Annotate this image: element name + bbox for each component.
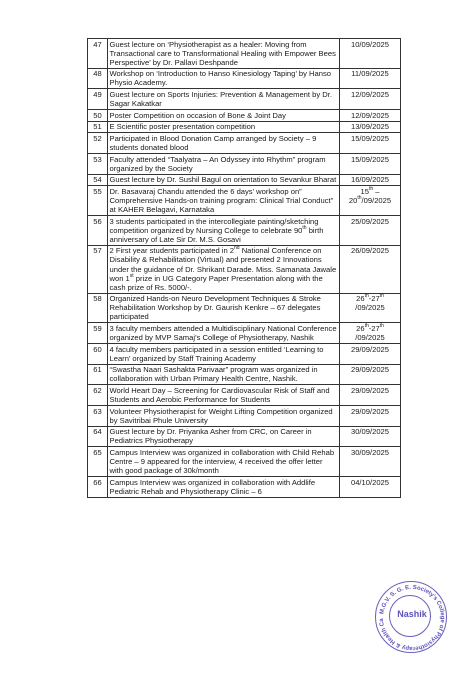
table-row <box>88 293 401 323</box>
row-description: Poster Competition on occasion of Bone & Joint Day <box>108 110 340 122</box>
table-row <box>88 174 401 186</box>
row-number: 61 <box>88 364 108 385</box>
table-row <box>88 426 401 447</box>
table-row <box>88 153 401 174</box>
ordinal-suffix: th <box>364 323 369 329</box>
description-text: prize in UG Category Paper Presentation along with the cash prize of Rs. 5000/-. <box>109 273 323 292</box>
row-description: E Scientific poster presentation competition <box>108 121 340 133</box>
row-number: 55 <box>88 186 108 216</box>
table-row <box>88 344 401 365</box>
row-date: 29/09/2025 <box>340 406 401 427</box>
date-text: /09/2025 <box>355 303 385 313</box>
row-date: 30/09/2025 <box>340 426 401 447</box>
row-description: Faculty attended “Taalyatra – An Odyssey into Rhythm” program organized by the Society <box>108 153 340 174</box>
date-text: 26 <box>356 324 365 334</box>
row-date: 15/09/2025 <box>340 153 401 174</box>
date-text: /09/2025 <box>355 333 385 343</box>
table-row <box>88 215 401 245</box>
row-description: Guest lecture by Dr. Sushil Bagul on orientation to Sevankur Bharat <box>108 174 340 186</box>
table-row <box>88 385 401 406</box>
row-number: 56 <box>88 215 108 245</box>
ordinal-suffix: th <box>379 323 384 329</box>
row-description: Dr. Basavaraj Chandu attended the 6 days’ workshop on” Comprehensive Hands-on training program: Clinical Trial Conduct” at KAHER Belagavi, Karnataka <box>108 186 340 216</box>
table-row <box>88 323 401 344</box>
row-number: 53 <box>88 153 108 174</box>
row-date: 12/09/2025 <box>340 89 401 110</box>
row-number: 50 <box>88 110 108 122</box>
table-row <box>88 39 401 69</box>
row-date: 10/09/2025 <box>340 39 401 69</box>
row-number: 60 <box>88 344 108 365</box>
date-text: /09/2025 <box>361 195 392 205</box>
date-text: 15 <box>360 186 369 196</box>
row-description: Campus Interview was organized in collaboration with Child Rehab Centre – 9 appeared for the interview, 4 received the offer letter with good package of 30k/month <box>108 447 340 477</box>
table-row <box>88 133 401 154</box>
description-text: 2 First year students participated in 2 <box>109 246 235 256</box>
row-date: 11/09/2025 <box>340 68 401 89</box>
row-number: 59 <box>88 323 108 344</box>
row-number: 52 <box>88 133 108 154</box>
row-number: 58 <box>88 293 108 323</box>
activities-table <box>87 38 401 498</box>
ordinal-suffix: th <box>364 293 369 300</box>
ordinal-suffix: th <box>368 185 374 192</box>
row-number: 49 <box>88 89 108 110</box>
date-text: 26 <box>356 294 365 304</box>
date-text: -27 <box>368 324 380 334</box>
row-description: Participated in Blood Donation Camp arranged by Society – 9 students donated blood <box>108 133 340 154</box>
table-row <box>88 121 401 133</box>
row-number: 66 <box>88 477 108 498</box>
row-number: 47 <box>88 39 108 69</box>
row-date: 16/09/2025 <box>340 174 401 186</box>
table-row <box>88 447 401 477</box>
table-row <box>88 89 401 110</box>
date-text: – <box>373 186 380 196</box>
row-description: 4 faculty members participated in a session entitled ‘Learning to Learn’ organized by Staff Training Academy <box>108 344 340 365</box>
svg-text:M.G.V. S. G. E. Society's Coll: M.G.V. S. G. E. Society's College of Physiotherapy & Health Ca <box>378 584 446 652</box>
row-date <box>340 293 401 323</box>
description-text: National Conference on Disability & Rehabilitation (Virtual) and presented 2 Innovations under the guidance of Dr. Shrikant Darade. Miss. Samanata Jawale won 1 <box>109 246 337 283</box>
row-description: Workshop on ‘Introduction to Hanso Kinesiology Taping’ by Hanso Physio Academy. <box>108 68 340 89</box>
row-number: 51 <box>88 121 108 133</box>
row-description: Guest lecture on ‘Physiotherapist as a healer: Moving from Transactional care to Transformational Healing with Empower Bees Perspective’ by Dr. Pallavi Deshpande <box>108 39 340 69</box>
ordinal-suffix: th <box>302 224 307 231</box>
table-row <box>88 110 401 122</box>
ordinal-suffix: th <box>379 293 384 300</box>
row-description: Organized Hands-on Neuro Development Techniques & Stroke Rehabilitation Workshop by Dr. Gaurish Kenkre – 67 delegates participated <box>108 293 340 323</box>
row-date <box>340 186 401 216</box>
row-number: 64 <box>88 426 108 447</box>
row-date <box>340 323 401 344</box>
row-number: 62 <box>88 385 108 406</box>
row-number: 48 <box>88 68 108 89</box>
table-row <box>88 68 401 89</box>
ordinal-suffix: st <box>129 272 134 279</box>
table-row <box>88 364 401 385</box>
row-date: 29/09/2025 <box>340 344 401 365</box>
row-description: Volunteer Physiotherapist for Weight Lifting Competition organized by Savitribai Phule University <box>108 406 340 427</box>
row-description: “Swastha Naari Sashakta Parivaar” program was organized in collaboration with Urban Primary Health Centre, Nashik. <box>108 364 340 385</box>
ordinal-suffix: nd <box>234 245 240 252</box>
row-description <box>108 245 340 293</box>
row-date: 04/10/2025 <box>340 477 401 498</box>
table-row <box>88 245 401 293</box>
row-date: 12/09/2025 <box>340 110 401 122</box>
table-row <box>88 477 401 498</box>
row-number: 65 <box>88 447 108 477</box>
date-text: 20 <box>348 195 358 205</box>
description-text: birth anniversary of Late Sir Dr. M.S. Gosavi <box>109 225 324 244</box>
row-number: 63 <box>88 406 108 427</box>
row-date: 30/09/2025 <box>340 447 401 477</box>
date-text: -27 <box>368 294 380 304</box>
table-row <box>88 186 401 216</box>
stamp-city: Nashik <box>397 609 427 619</box>
row-description: World Heart Day – Screening for Cardiovascular Risk of Staff and Students and Aerobic Performance for Students <box>108 385 340 406</box>
row-date: 13/09/2025 <box>340 121 401 133</box>
row-description: 3 faculty members attended a Multidisciplinary National Conference organized by MVP Samaj’s College of Physiotherapy, Nashik <box>108 323 340 344</box>
row-description <box>108 215 340 245</box>
row-number: 57 <box>88 245 108 293</box>
ordinal-suffix: th <box>357 194 362 201</box>
row-date: 29/09/2025 <box>340 364 401 385</box>
row-description: Guest lecture by Dr. Priyanka Asher from CRC, on Career in Pediatrics Physiotherapy <box>108 426 340 447</box>
row-date: 29/09/2025 <box>340 385 401 406</box>
row-description: Guest lecture on Sports Injuries: Prevention & Management by Dr. Sagar Kakatkar <box>108 89 340 110</box>
college-stamp <box>375 581 447 653</box>
row-date: 25/09/2025 <box>340 215 401 245</box>
row-description: Campus Interview was organized in collaboration with Addlife Pediatric Rehab and Physiotherapy Clinic – 6 <box>108 477 340 498</box>
row-date: 26/09/2025 <box>340 245 401 293</box>
table-row <box>88 406 401 427</box>
row-number: 54 <box>88 174 108 186</box>
row-date: 15/09/2025 <box>340 133 401 154</box>
description-text: 3 students participated in the intercollegiate painting/sketching competition organized by Nursing College to celebrate 90 <box>109 216 319 235</box>
